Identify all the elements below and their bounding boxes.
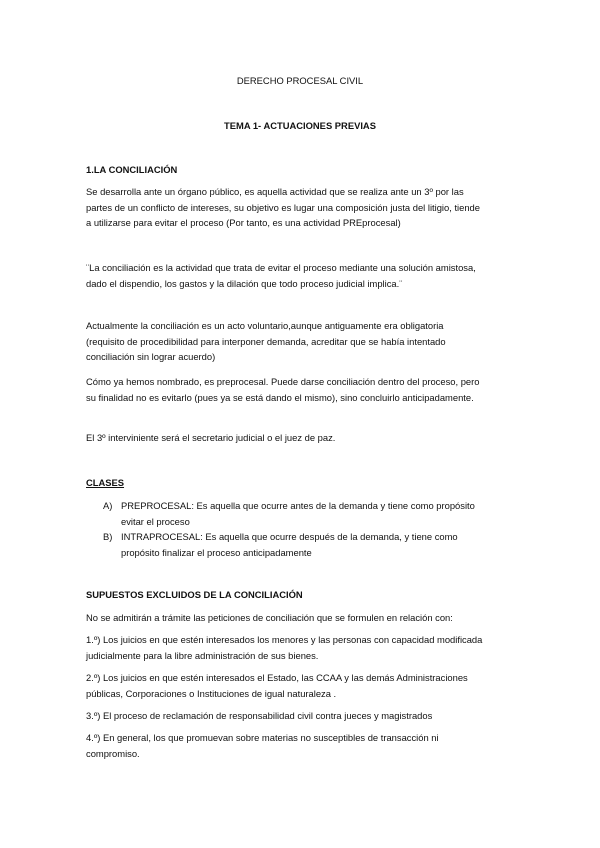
section-heading-conciliacion: 1.LA CONCILIACIÓN bbox=[86, 164, 178, 175]
list-marker: B) bbox=[103, 531, 113, 542]
text-line: 3.º) El proceso de reclamación de responsabilidad civil contra jueces y magistrados bbox=[86, 710, 433, 721]
tema-title: TEMA 1- ACTUACIONES PREVIAS bbox=[224, 120, 376, 131]
paragraph-voluntario bbox=[86, 318, 526, 365]
text-line: 2.º) Los juicios en que estén interesados el Estado, las CCAA y las demás Administraciones bbox=[86, 672, 468, 683]
text-line: partes de un conflicto de intereses, su objetivo es lugar una composición justa del litigio, tiende bbox=[86, 201, 480, 213]
paragraph-definition bbox=[86, 184, 526, 231]
text-line: compromiso. bbox=[86, 747, 140, 759]
text-line: propósito finalizar el proceso anticipadamente bbox=[121, 546, 312, 558]
text-line: Se desarrolla ante un órgano público, es aquella actividad que se realiza ante un 3º por las bbox=[86, 186, 464, 197]
text-line: Actualmente la conciliación es un acto voluntario,aunque antiguamente era obligatoria bbox=[86, 320, 444, 331]
text-line: 4.º) En general, los que promuevan sobre materias no susceptibles de transacción ni bbox=[86, 732, 439, 743]
list-item-preprocesal bbox=[121, 498, 511, 529]
text-line: evitar el proceso bbox=[121, 515, 190, 527]
list-item-supuesto-1 bbox=[86, 632, 526, 663]
section-heading-supuestos: SUPUESTOS EXCLUIDOS DE LA CONCILIACIÓN bbox=[86, 589, 303, 600]
text-line: a utilizarse para evitar el proceso (Por tanto, es una actividad PREprocesal) bbox=[86, 217, 401, 228]
document-title: DERECHO PROCESAL CIVIL bbox=[236, 75, 364, 86]
text-line: dado el dispendio, los gastos y la dilación que todo proceso judicial implica.¨ bbox=[86, 277, 403, 289]
text-line: ¨La conciliación es la actividad que trata de evitar el proceso mediante una solución amistosa, bbox=[86, 262, 476, 273]
list-item-intraprocesal bbox=[121, 529, 511, 560]
text-line: 1.º) Los juicios en que estén interesados los menores y las personas con capacidad modificada bbox=[86, 634, 483, 645]
section-heading-clases: CLASES bbox=[86, 477, 125, 488]
text-line: públicas, Corporaciones o Instituciones de igual naturaleza . bbox=[86, 687, 337, 699]
list-item-supuesto-4 bbox=[86, 730, 526, 761]
text-line: INTRAPROCESAL: Es aquella que ocurre después de la demanda, y tiene como bbox=[121, 531, 458, 542]
list-item-supuesto-3 bbox=[86, 708, 526, 724]
text-line: Cómo ya hemos nombrado, es preprocesal. Puede darse conciliación dentro del proceso, pero bbox=[86, 376, 480, 387]
text-line: (requisito de procedibilidad para interponer demanda, acreditar que se había intentado bbox=[86, 335, 446, 347]
paragraph-supuestos-intro: No se admitirán a trámite las peticiones de conciliación que se formulen en relación con: bbox=[86, 612, 453, 623]
paragraph-quote bbox=[86, 260, 526, 291]
list-marker: A) bbox=[103, 500, 113, 511]
text-line: judicialmente para la libre administración de sus bienes. bbox=[86, 649, 319, 661]
paragraph-interviniente: El 3º interviniente será el secretario judicial o el juez de paz. bbox=[86, 432, 336, 443]
paragraph-preprocesal bbox=[86, 374, 526, 405]
text-line: conciliación sin lograr acuerdo) bbox=[86, 351, 216, 362]
text-line: PREPROCESAL: Es aquella que ocurre antes de la demanda y tiene como propósito bbox=[121, 500, 475, 511]
list-item-supuesto-2 bbox=[86, 670, 526, 701]
text-line: su finalidad no es evitarlo (pues ya se está dando el mismo), sino concluirlo anticipadamente. bbox=[86, 391, 474, 403]
